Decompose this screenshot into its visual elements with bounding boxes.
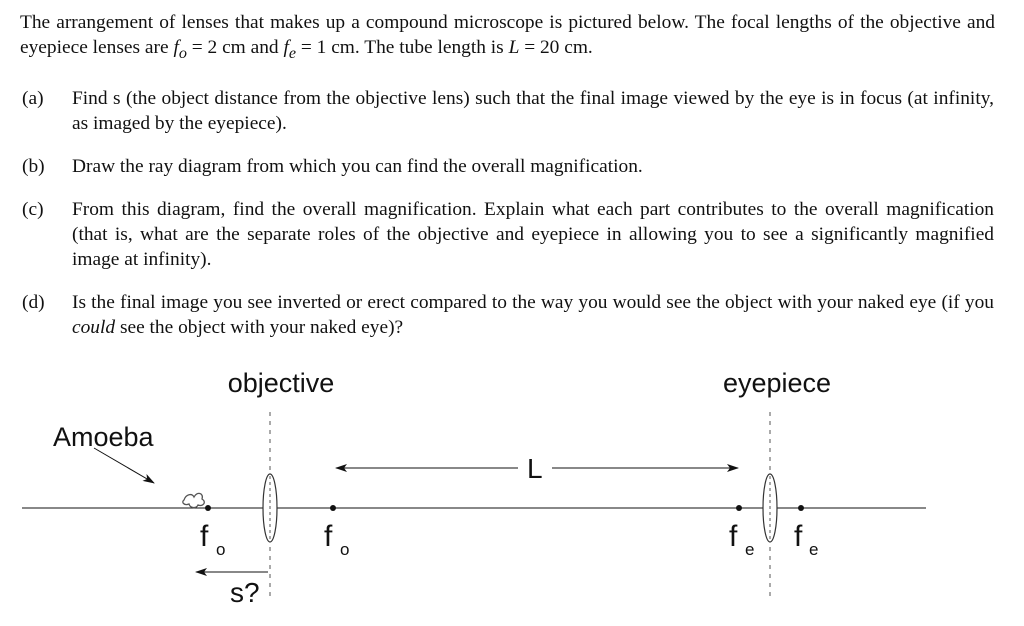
fe-symbol: f (283, 37, 289, 58)
fo-subscript: o (178, 44, 187, 62)
part-a (22, 86, 994, 136)
eyepiece-focal-point-left (736, 505, 742, 511)
L-value: = 20 cm. (519, 37, 593, 58)
fe-right-subscript: e (809, 540, 819, 559)
eyepiece-focal-point-right (798, 505, 804, 511)
L-symbol: L (508, 37, 520, 58)
objective-focal-point-right (330, 505, 336, 511)
part-d (22, 290, 994, 340)
part-c (22, 197, 994, 272)
fo-right-label: f (324, 520, 333, 553)
fo-right-subscript: o (340, 540, 350, 559)
objective-label: objective (227, 368, 335, 398)
amoeba-icon (183, 493, 204, 507)
fe-value: = 1 cm. The tube length is (296, 37, 509, 58)
part-text-emphasis: could (72, 317, 116, 338)
tube-length-label: L (527, 453, 543, 484)
part-text: Find s (the object distance from the objective lens) such that the final image viewed by the eye is in focus (at infinity, as imaged by the eyepiece). (72, 88, 994, 134)
part-b (22, 154, 994, 179)
part-text-post: see the object with your naked eye)? (115, 317, 404, 338)
fe-subscript: e (288, 44, 297, 62)
problem-parts (22, 86, 994, 358)
fo-value: = 2 cm and (186, 37, 284, 58)
object-distance-label: s? (230, 577, 260, 608)
part-text: From this diagram, find the overall magnification. Explain what each part contributes to the overall magnification (that is, what are the separate roles of the objective and eyepiece in allowing you to see a significantly magnified image at infinity). (72, 199, 994, 270)
part-label: (d) (22, 292, 45, 313)
part-label: (a) (22, 88, 44, 109)
amoeba-label: Amoeba (53, 422, 154, 452)
part-text-pre: Is the final image you see inverted or erect compared to the way you would see the object with your naked eye (if you (72, 292, 994, 313)
fe-left-subscript: e (745, 540, 755, 559)
amoeba-pointer-arrow (94, 448, 154, 483)
eyepiece-label: eyepiece (722, 368, 832, 398)
part-label: (c) (22, 199, 44, 220)
part-label: (b) (22, 156, 45, 177)
intro-text: The arrangement of lenses that makes up a compound microscope is pictured below. The focal lengths of the objective and eyepiece lenses are (20, 12, 995, 58)
part-text: Draw the ray diagram from which you can find the overall magnification. (72, 156, 643, 177)
fo-symbol: f (173, 37, 179, 58)
microscope-diagram (0, 350, 1024, 626)
problem-intro (20, 10, 995, 66)
objective-focal-point-left (205, 505, 211, 511)
fo-left-subscript: o (216, 540, 226, 559)
fo-left-label: f (200, 520, 209, 553)
fe-right-label: f (794, 520, 803, 553)
fe-left-label: f (729, 520, 738, 553)
